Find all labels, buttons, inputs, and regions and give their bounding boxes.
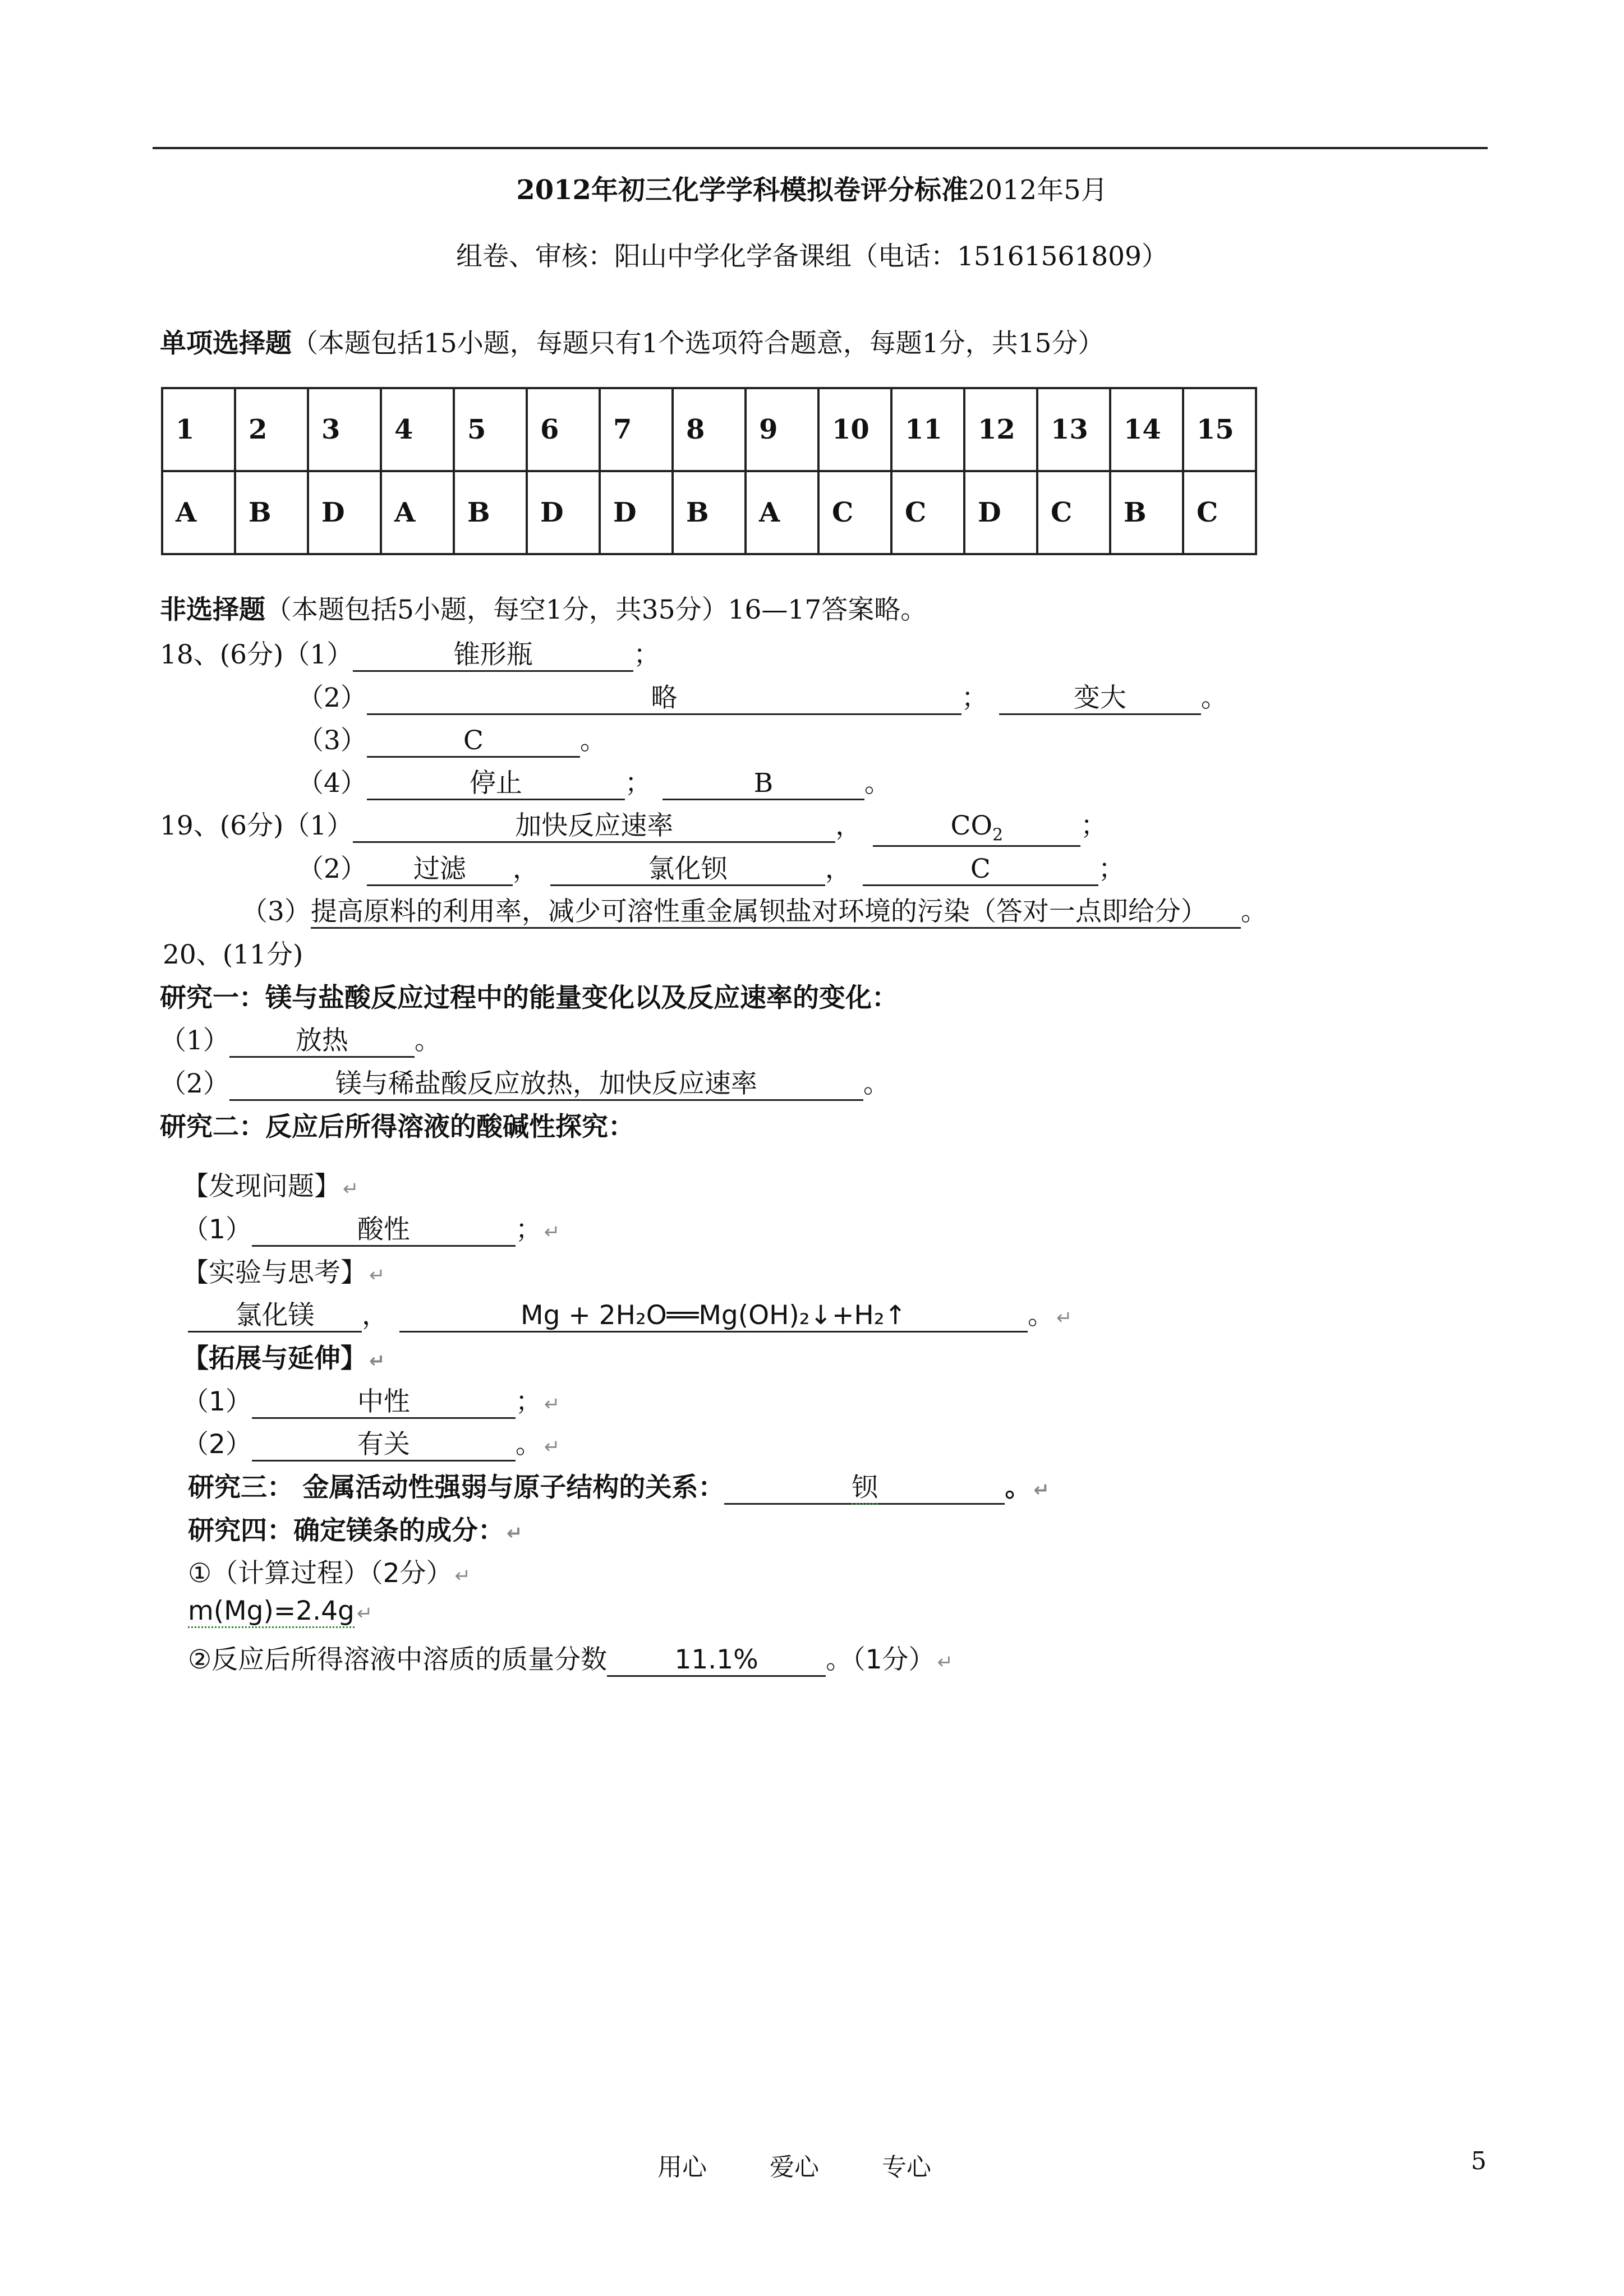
q19-answer-2a: 过滤 [367, 854, 513, 886]
extend-heading: 【拓展与延伸】 ↵ [182, 1343, 385, 1374]
q18-answer-2a: 略 [367, 683, 961, 715]
answer-table-number-cell: 14 [1110, 388, 1183, 471]
answer-table-answer-cell: B [673, 471, 746, 554]
answer-table-number-cell: 1 [162, 388, 235, 471]
q18-line-1: 18、(6分)（1） 锥形瓶 ； [160, 634, 660, 672]
q18-part-1: （1） [283, 639, 353, 670]
extend-text: 【拓展与延伸】 [182, 1343, 367, 1374]
q19-answer-3: 提高原料的利用率，减少可溶性重金属钡盐对环境的污染（答对一点即给分） [311, 897, 1241, 929]
answer-table-answer-cell: D [527, 471, 600, 554]
find-problem-answer-1: 酸性 [252, 1215, 516, 1247]
q18-answer-4b: B [663, 768, 864, 800]
study-1-answer-1: 放热 [229, 1026, 415, 1058]
fraction-answer: 11.1% [607, 1645, 826, 1677]
answer-table [161, 387, 1257, 555]
study-3-answer [724, 1473, 1005, 1505]
q19-answer-1b: $CO_2$ [873, 811, 1080, 847]
title-date: 2012年5月 [968, 174, 1108, 206]
page-number: 5 [1471, 2147, 1487, 2175]
non-choice-desc: （本题包括5小题，每空1分，共35分）16—17答案略。 [265, 594, 927, 625]
top-rule [153, 147, 1488, 149]
q18-part-3: （3） [297, 725, 367, 756]
q18-line-2: （2） 略 ； 变大 。 [297, 677, 1227, 715]
study-2-title: 研究二：反应后所得溶液的酸碱性探究： [160, 1112, 634, 1142]
find-problem-part-1: （1） [182, 1214, 252, 1245]
study-1-line-1: （1） 放热 。 [160, 1020, 441, 1058]
q19-answer-2b: 氯化钡 [550, 854, 825, 886]
answer-table-number-cell: 2 [235, 388, 308, 471]
study-4-text: 研究四：确定镁条的成分： [188, 1515, 504, 1546]
q18-part-2: （2） [297, 683, 367, 713]
q18-line-3: （3） C 。 [297, 720, 606, 758]
answer-table-answer-cell: B [235, 471, 308, 554]
q19-answer-1a: 加快反应速率 [353, 811, 835, 843]
answer-table-answer-cell: A [162, 471, 235, 554]
q19-head: 19、(6分) [160, 810, 284, 841]
q19-line-1: 19、(6分)（1） 加快反应速率 ， $CO_2$ ； [160, 805, 1107, 847]
answer-table-number-cell: 15 [1183, 388, 1256, 471]
study-1-answer-2: 镁与稀盐酸反应放热，加快反应速率 [229, 1069, 863, 1101]
find-problem-text: 【发现问题】 [182, 1171, 341, 1202]
answer-table-answer-cell: B [1110, 471, 1183, 554]
answer-table-answer-cell: A [746, 471, 818, 554]
mass-line: m(Mg)=2.4g ↵ [188, 1596, 372, 1626]
q18-answer-3: C [367, 726, 580, 758]
q18-answer-4a: 停止 [367, 768, 625, 800]
answer-table-number-row [162, 388, 1256, 471]
extend-answer-2: 有关 [252, 1430, 516, 1461]
answer-table-number-cell: 6 [527, 388, 600, 471]
extend-line-2: （2） 有关 。 ↵ [182, 1423, 560, 1461]
study-3-answer-text: 钡 [852, 1472, 878, 1505]
extend-line-1: （1） 中性 ； ↵ [182, 1381, 560, 1419]
non-choice-label: 非选择题 [160, 594, 265, 625]
exp-think-heading: 【实验与思考】 ↵ [182, 1257, 385, 1288]
exp-think-answer-a: 氯化镁 [188, 1301, 362, 1333]
answer-table-answer-cell: B [454, 471, 527, 554]
co2-formula: CO [950, 810, 992, 841]
calc-text: ①（计算过程）（2分） [188, 1558, 453, 1589]
study-3-title: 研究三： 金属活动性强弱与原子结构的关系： [188, 1472, 725, 1503]
extend-part-1: （1） [182, 1386, 252, 1417]
answer-table-number-cell: 9 [746, 388, 818, 471]
answer-table-answer-cell: C [1183, 471, 1256, 554]
exp-think-line: 氯化镁 ， Mg + 2H₂O══Mg(OH)₂↓+H₂↑ 。 ↵ [188, 1294, 1073, 1333]
study-1-part-1: （1） [160, 1025, 229, 1056]
answer-table-number-cell: 5 [454, 388, 527, 471]
q18-line-4: （4） 停止 ； B 。 [297, 762, 891, 800]
calc-line: ①（计算过程）（2分） ↵ [188, 1558, 471, 1589]
mass-text: m(Mg)=2.4g [188, 1596, 355, 1628]
extend-part-2: （2） [182, 1429, 252, 1460]
page-title [0, 168, 1624, 207]
extend-answer-1: 中性 [252, 1387, 516, 1419]
answer-table-answer-cell: D [308, 471, 381, 554]
q19-line-2: （2） 过滤 ， 氯化钡 ， C ； [297, 848, 1125, 886]
find-problem-heading: 【发现问题】 ↵ [182, 1171, 359, 1202]
answer-table-number-cell: 10 [818, 388, 891, 471]
q19-part-3: （3） [241, 896, 311, 927]
answer-table-number-cell: 4 [381, 388, 454, 471]
q19-line-3: （3）提高原料的利用率，减少可溶性重金属钡盐对环境的污染（答对一点即给分） 。 [241, 891, 1267, 929]
non-choice-heading [160, 589, 927, 626]
answer-table-answer-cell: D [964, 471, 1037, 554]
answer-table-answer-cell: C [891, 471, 964, 554]
answer-table-number-cell: 12 [964, 388, 1037, 471]
study-1-title: 研究一：镁与盐酸反应过程中的能量变化以及反应速率的变化： [160, 983, 898, 1013]
q19-part-2: （2） [297, 854, 367, 884]
answer-table-number-cell: 13 [1037, 388, 1110, 471]
answer-table-number-cell: 8 [673, 388, 746, 471]
q18-answer-2b: 变大 [999, 683, 1201, 715]
page-subtitle: 组卷、审核：阳山中学化学备课组（电话：15161561809） [456, 241, 1168, 272]
answer-table-number-cell: 11 [891, 388, 964, 471]
answer-table-number-cell: 3 [308, 388, 381, 471]
q18-head: 18、(6分) [160, 639, 284, 670]
q18-part-4: （4） [297, 768, 367, 799]
single-choice-desc: （本题包括15小题，每题只有1个选项符合题意，每题1分，共15分） [292, 328, 1105, 359]
answer-table-answer-cell: A [381, 471, 454, 554]
footer-item-2: 爱心 [770, 2153, 819, 2182]
single-choice-label: 单项选择题 [160, 328, 292, 359]
q20-head: 20、(11分) [163, 939, 303, 970]
chemical-equation: Mg + 2H₂O══Mg(OH)₂↓+H₂↑ [399, 1301, 1028, 1333]
answer-table-answer-cell: C [1037, 471, 1110, 554]
answer-table-answer-cell: D [600, 471, 673, 554]
q18-answer-1: 锥形瓶 [353, 640, 633, 672]
title-bold: 2012年初三化学学科模拟卷评分标准 [516, 174, 968, 206]
answer-table-answer-row [162, 471, 1256, 554]
footer-item-3: 专心 [882, 2153, 931, 2182]
study-1-line-2: （2） 镁与稀盐酸反应放热，加快反应速率 。 [160, 1063, 890, 1101]
answer-table-number-cell: 7 [600, 388, 673, 471]
study-1-part-2: （2） [160, 1068, 229, 1099]
footer-item-1: 用心 [657, 2153, 707, 2182]
answer-table-answer-cell: C [818, 471, 891, 554]
study-4-title: 研究四：确定镁条的成分： ↵ [188, 1515, 523, 1546]
exp-think-text: 【实验与思考】 [182, 1257, 367, 1288]
find-problem-line-1: （1） 酸性 ； ↵ [182, 1209, 560, 1247]
single-choice-heading [160, 322, 1104, 360]
fraction-label: ②反应后所得溶液中溶质的质量分数 [188, 1644, 608, 1675]
q19-answer-2c: C [863, 854, 1098, 886]
q19-part-1: （1） [283, 810, 353, 841]
study-3-line: 研究三： 金属活动性强弱与原子结构的关系： 钡 。 ↵ [188, 1467, 1050, 1505]
fraction-line: ②反应后所得溶液中溶质的质量分数 11.1% 。（1分） ↵ [188, 1639, 953, 1677]
fraction-score: （1分） [852, 1644, 935, 1675]
